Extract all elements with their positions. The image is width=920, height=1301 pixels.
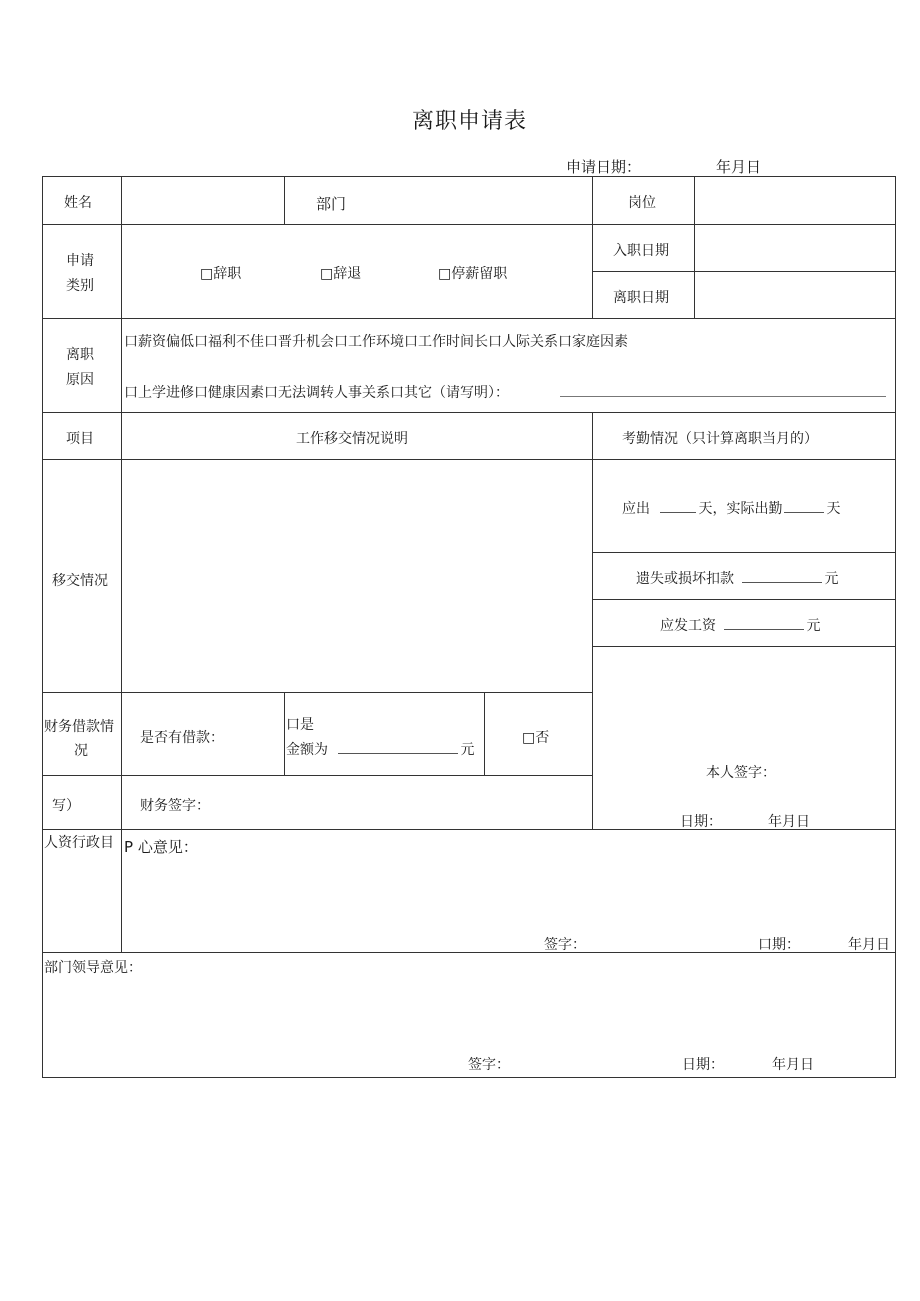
row-divider [593, 599, 896, 600]
item-label: 项目 [66, 431, 94, 447]
type-option-dismiss[interactable]: □辞退 [320, 266, 362, 282]
entry-date-field[interactable] [695, 225, 895, 271]
leader-opinion-label: 部门领导意见： [44, 960, 142, 976]
loan-amount-label: 金额为 [286, 742, 328, 758]
leader-opinion-field[interactable] [44, 980, 894, 1050]
type-label-2: 类别 [66, 278, 94, 294]
salary-input[interactable] [724, 617, 804, 630]
leave-date-field[interactable] [695, 272, 895, 318]
deduction-unit: 元 [824, 571, 839, 587]
type-option-unpaid-leave[interactable]: □停薪留职 [438, 266, 508, 282]
table-border-right [895, 176, 896, 1078]
entry-date-label: 入职日期 [613, 243, 669, 259]
deduction-line [636, 568, 838, 588]
loan-yes-option[interactable]: 口是 [286, 717, 314, 733]
handover-desc-header: 工作移交情况说明 [296, 431, 408, 447]
finance-label-2: 况 [74, 743, 88, 759]
col-divider [284, 176, 285, 224]
row-divider [42, 318, 896, 319]
finance-label-3: 写） [52, 798, 80, 814]
hr-sign-label: 签字： [544, 937, 586, 953]
type-option-resign[interactable]: □辞职 [200, 266, 242, 282]
attendance-line [622, 498, 840, 518]
form-title: 离职申请表 [412, 109, 528, 134]
attendance-actual-input[interactable] [784, 500, 824, 513]
loan-amount-line [286, 739, 474, 759]
row-divider [42, 775, 593, 776]
row-divider [593, 552, 896, 553]
loan-amount-unit: 元 [460, 742, 475, 758]
reason-options-line1[interactable]: 口薪资偏低口福利不佳口晋升机会口工作环境口工作时间长口人际关系口家庭因素 [124, 334, 628, 350]
row-divider [42, 692, 593, 693]
salary-label: 应发工资 [660, 618, 716, 634]
self-sign-date-label: 日期： [680, 814, 722, 830]
reason-label-2: 原因 [66, 372, 94, 388]
leader-date-value[interactable]: 年月日 [772, 1057, 814, 1073]
col-divider [592, 412, 593, 830]
handover-label: 移交情况 [52, 573, 108, 589]
row-divider [593, 646, 896, 647]
leader-date-label: 日期： [682, 1057, 724, 1073]
leader-sign-label: 签字： [468, 1057, 510, 1073]
position-field[interactable] [695, 177, 895, 224]
self-sign-date-value[interactable]: 年月日 [768, 814, 810, 830]
reason-options-line2[interactable]: 口上学进修口健康因素口无法调转人事关系口其它（请写明）： [124, 385, 509, 401]
row-divider [42, 412, 896, 413]
finance-label-1: 财务借款情 [44, 719, 114, 735]
attendance-days-unit: 天 [826, 501, 841, 517]
hr-label: 人资行政目 [44, 835, 114, 851]
name-field[interactable] [122, 177, 284, 224]
hr-date-value[interactable]: 年月日 [848, 937, 890, 953]
attendance-should-input[interactable] [660, 500, 696, 513]
name-label: 姓名 [64, 195, 92, 211]
hr-opinion-label: P 心意见： [124, 838, 198, 856]
leave-date-label: 离职日期 [613, 290, 669, 306]
apply-date-value[interactable]: 年月日 [716, 158, 762, 176]
hr-date-label: 口期： [758, 937, 800, 953]
table-border-bottom [42, 1077, 896, 1078]
finance-sign-label: 财务签字： [140, 798, 210, 814]
position-label: 岗位 [628, 195, 656, 211]
deduction-label: 遗失或损坏扣款 [636, 571, 734, 587]
table-border-left [42, 176, 43, 1078]
deduction-input[interactable] [742, 570, 822, 583]
reason-other-input[interactable] [560, 396, 886, 397]
salary-line [660, 615, 820, 635]
handover-text-area[interactable] [122, 460, 592, 692]
attendance-actual-label: 天，实际出勤 [698, 501, 783, 517]
hr-opinion-field[interactable] [122, 858, 895, 928]
reason-label-1: 离职 [66, 347, 94, 363]
col-divider [284, 692, 285, 776]
self-sign-label: 本人签字： [706, 765, 776, 781]
dept-label: 部门 [316, 195, 347, 213]
type-label-1: 申请 [66, 253, 94, 269]
salary-unit: 元 [806, 618, 821, 634]
col-divider [484, 692, 485, 776]
col-divider [592, 176, 593, 319]
apply-date-label: 申请日期： [566, 158, 642, 176]
has-loan-label: 是否有借款： [140, 730, 224, 746]
loan-amount-input[interactable] [338, 741, 458, 754]
attendance-should-label: 应出 [622, 501, 650, 517]
loan-no-option[interactable]: □否 [522, 730, 550, 746]
attendance-header: 考勤情况（只计算离职当月的） [622, 431, 818, 447]
